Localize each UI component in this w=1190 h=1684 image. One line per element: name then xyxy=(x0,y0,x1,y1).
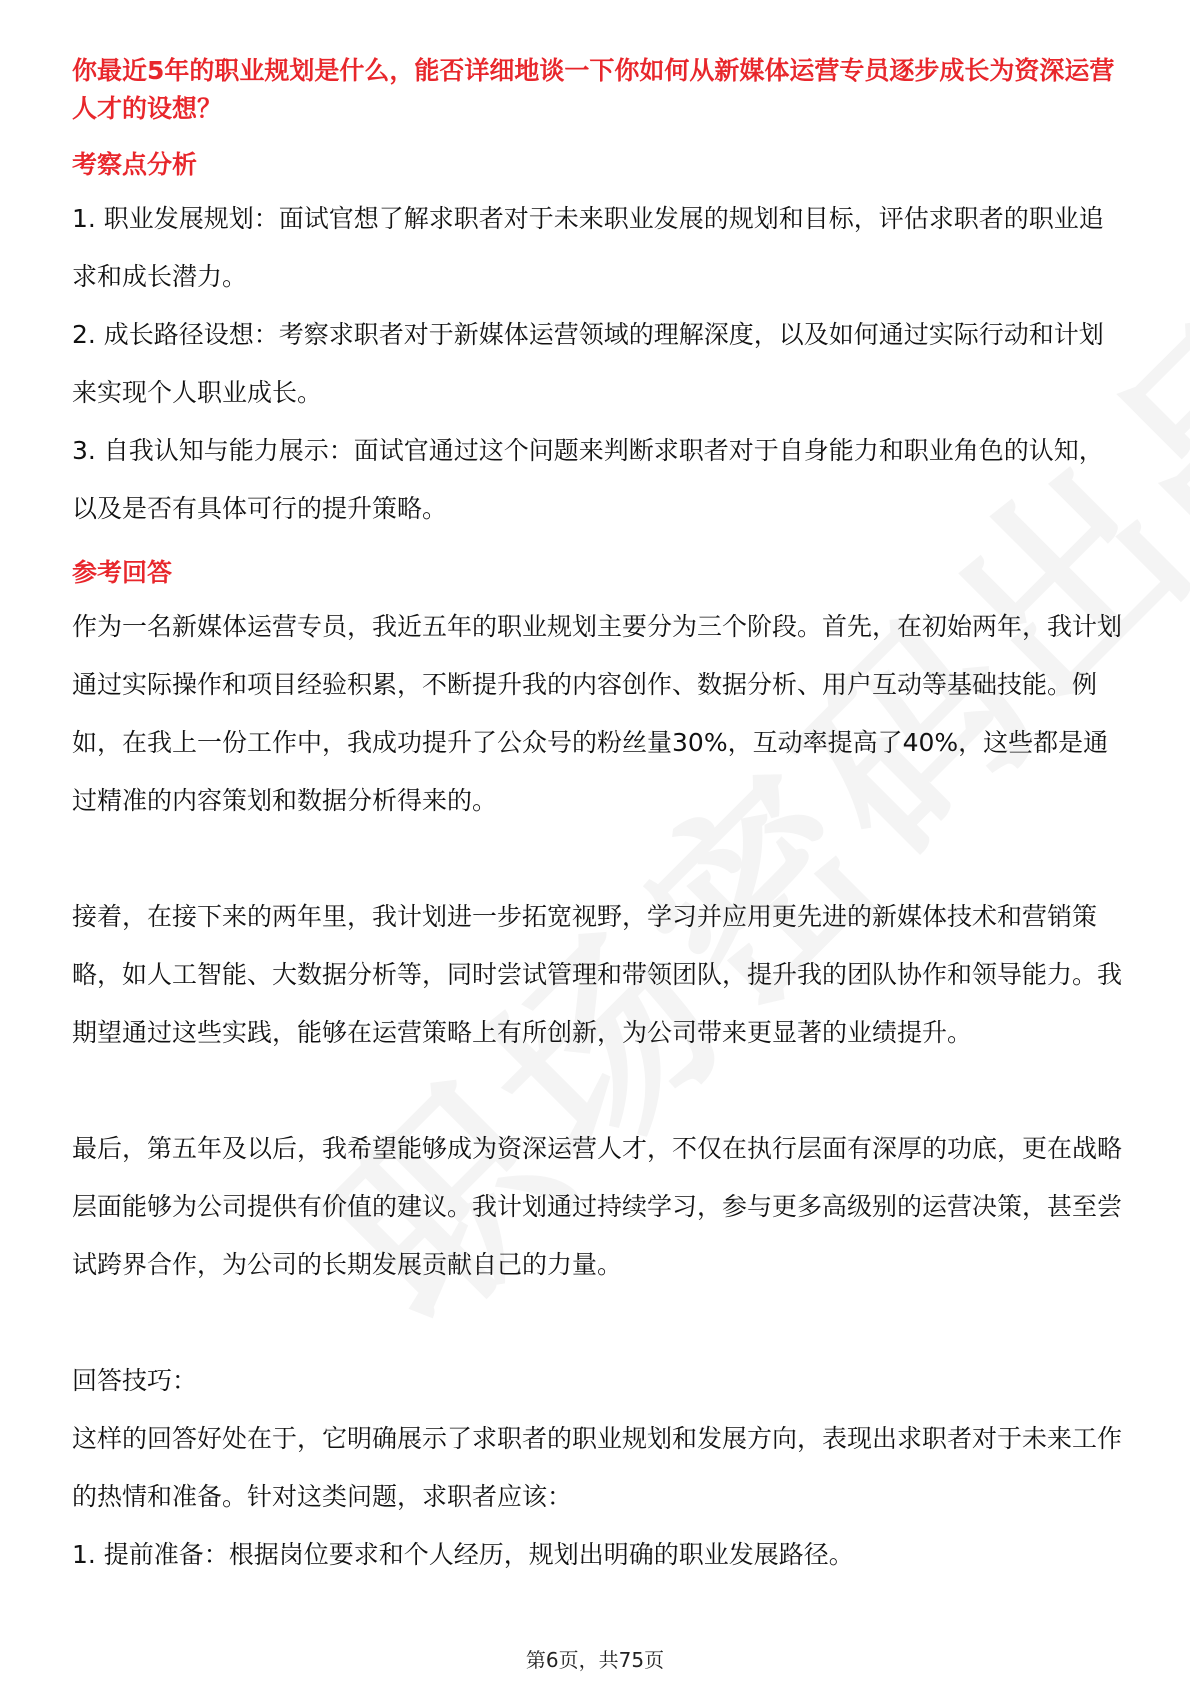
analysis-heading: 考察点分析 xyxy=(72,150,198,179)
answer-paragraph: 作为一名新媒体运营专员，我近五年的职业规划主要分为三个阶段。首先，在初始两年，我计划通过实际操作和项目经验积累，不断提升我的内容创作、数据分析、用户互动等基础技能。例如，在我上一份工作中，我成功提升了公众号的粉丝量30%，互动率提高了40%，这些都是通过精准的内容策划和数据分析得来的。 xyxy=(72,612,1123,815)
tips-item: 1. 提前准备：根据岗位要求和个人经历，规划出明确的职业发展路径。 xyxy=(72,1540,854,1569)
analysis-item: 1. 职业发展规划：面试官想了解求职者对于未来职业发展的规划和目标，评估求职者的职业追求和成长潜力。 xyxy=(72,204,1104,291)
answer-paragraph: 最后，第五年及以后，我希望能够成为资深运营人才，不仅在执行层面有深厚的功底，更在战略层面能够为公司提供有价值的建议。我计划通过持续学习，参与更多高级别的运营决策，甚至尝试跨界合作，为公司的长期发展贡献自己的力量。 xyxy=(72,1134,1123,1279)
page-number: 第6页，共75页 xyxy=(525,1648,665,1672)
answer-paragraph: 接着，在接下来的两年里，我计划进一步拓宽视野，学习并应用更先进的新媒体技术和营销策略，如人工智能、大数据分析等，同时尝试管理和带领团队，提升我的团队协作和领导能力。我期望通过这些实践，能够在运营策略上有所创新，为公司带来更显著的业绩提升。 xyxy=(72,902,1123,1047)
analysis-item: 3. 自我认知与能力展示：面试官通过这个问题来判断求职者对于自身能力和职业角色的认知，以及是否有具体可行的提升策略。 xyxy=(72,436,1104,523)
tips-heading: 回答技巧： xyxy=(72,1366,198,1395)
interview-question: 你最近5年的职业规划是什么，能否详细地谈一下你如何从新媒体运营专员逐步成长为资深运营人才的设想？ xyxy=(72,56,1115,123)
document-body xyxy=(72,52,1122,1584)
analysis-item: 2. 成长路径设想：考察求职者对于新媒体运营领域的理解深度，以及如何通过实际行动和计划来实现个人职业成长。 xyxy=(72,320,1104,407)
answer-heading: 参考回答 xyxy=(72,558,173,587)
tips-intro: 这样的回答好处在于，它明确展示了求职者的职业规划和发展方向，表现出求职者对于未来工作的热情和准备。针对这类问题，求职者应该： xyxy=(72,1424,1123,1511)
